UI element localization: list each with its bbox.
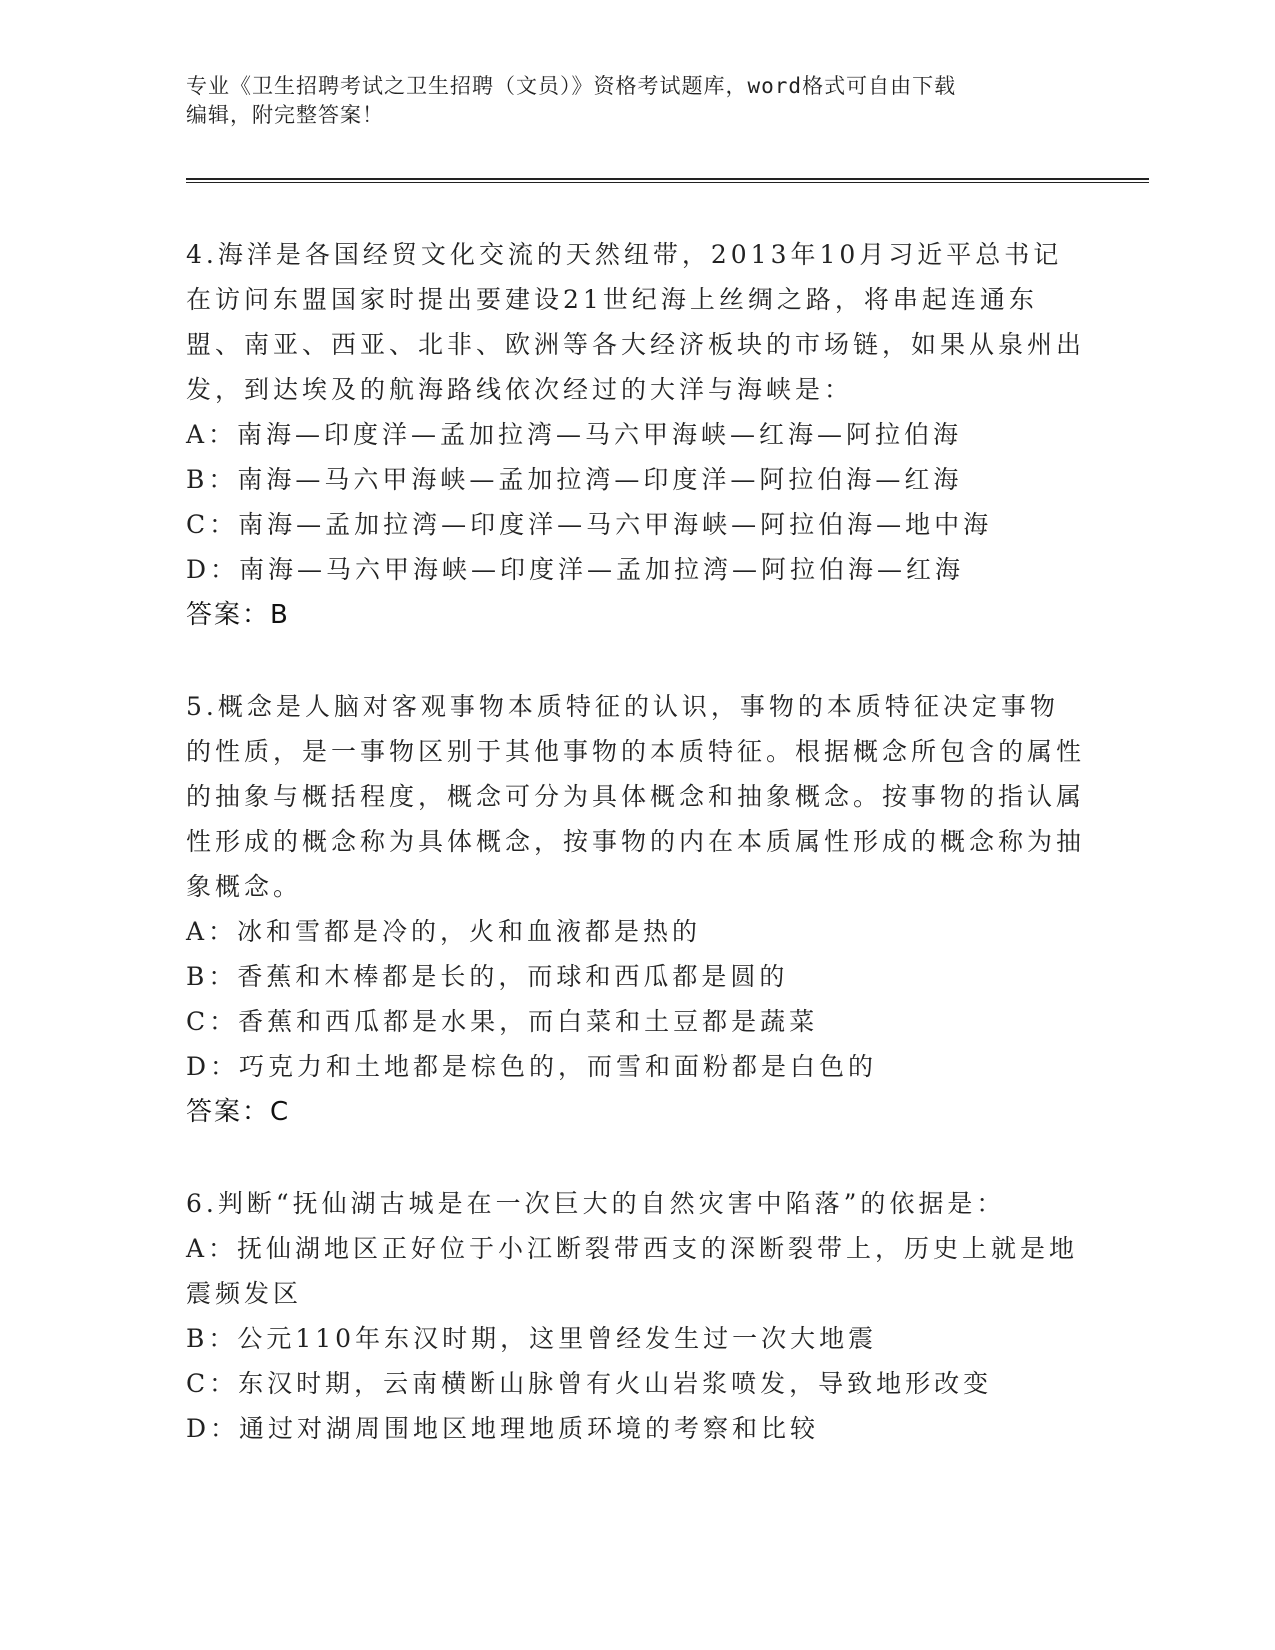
- question-text: 6.判断“抚仙湖古城是在一次巨大的自然灾害中陷落”的依据是：: [186, 1189, 1006, 1218]
- question-text: 4.海洋是各国经贸文化交流的天然纽带，2013年10月习近平总书记在访问东盟国家时提出要建设21世纪海上丝绸之路，将串起连通东盟、南亚、西亚、北非、欧洲等各大经济板块的市场链，如果从泉州出发，到达埃及的航海路线依次经过的大洋与海峡是：: [186, 240, 1086, 404]
- option-c: C：南海—孟加拉湾—印度洋—马六甲海峡—阿拉伯海—地中海: [186, 510, 993, 539]
- question-6: [186, 1181, 1086, 1451]
- question-list: [186, 232, 1086, 1497]
- option-c: C：香蕉和西瓜都是水果，而白菜和土豆都是蔬菜: [186, 1007, 819, 1036]
- header-line-2: 编辑，附完整答案！: [186, 103, 384, 127]
- header-divider-thin: [186, 182, 1149, 183]
- document-header: [186, 72, 1086, 130]
- answer-label: 答案：C: [186, 1097, 291, 1127]
- option-d: D：通过对湖周围地区地理地质环境的考察和比较: [186, 1414, 820, 1443]
- question-text: 5.概念是人脑对客观事物本质特征的认识，事物的本质特征决定事物的性质，是一事物区别于其他事物的本质特征。根据概念所包含的属性的抽象与概括程度，概念可分为具体概念和抽象概念。按事物的指认属性形成的概念称为具体概念，按事物的内在本质属性形成的概念称为抽象概念。: [186, 692, 1086, 901]
- answer-label: 答案：B: [186, 600, 290, 630]
- option-d: D：巧克力和土地都是棕色的，而雪和面粉都是白色的: [186, 1052, 878, 1081]
- question-4: [186, 232, 1086, 638]
- option-c: C：东汉时期，云南横断山脉曾有火山岩浆喷发，导致地形改变: [186, 1369, 993, 1398]
- option-a: A：冰和雪都是冷的，火和血液都是热的: [186, 917, 702, 946]
- question-5: [186, 684, 1086, 1135]
- header-divider-thick: [186, 178, 1149, 180]
- option-a: A：抚仙湖地区正好位于小江断裂带西支的深断裂带上，历史上就是地震频发区: [186, 1234, 1079, 1308]
- option-b: B：香蕉和木棒都是长的，而球和西瓜都是圆的: [186, 962, 789, 991]
- option-b: B：公元110年东汉时期，这里曾经发生过一次大地震: [186, 1324, 878, 1353]
- header-line-1: 专业《卫生招聘考试之卫生招聘（文员）》资格考试题库，word格式可自由下载: [186, 74, 957, 98]
- option-b: B：南海—马六甲海峡—孟加拉湾—印度洋—阿拉伯海—红海: [186, 465, 963, 494]
- option-d: D：南海—马六甲海峡—印度洋—孟加拉湾—阿拉伯海—红海: [186, 555, 965, 584]
- option-a: A：南海—印度洋—孟加拉湾—马六甲海峡—红海—阿拉伯海: [186, 420, 963, 449]
